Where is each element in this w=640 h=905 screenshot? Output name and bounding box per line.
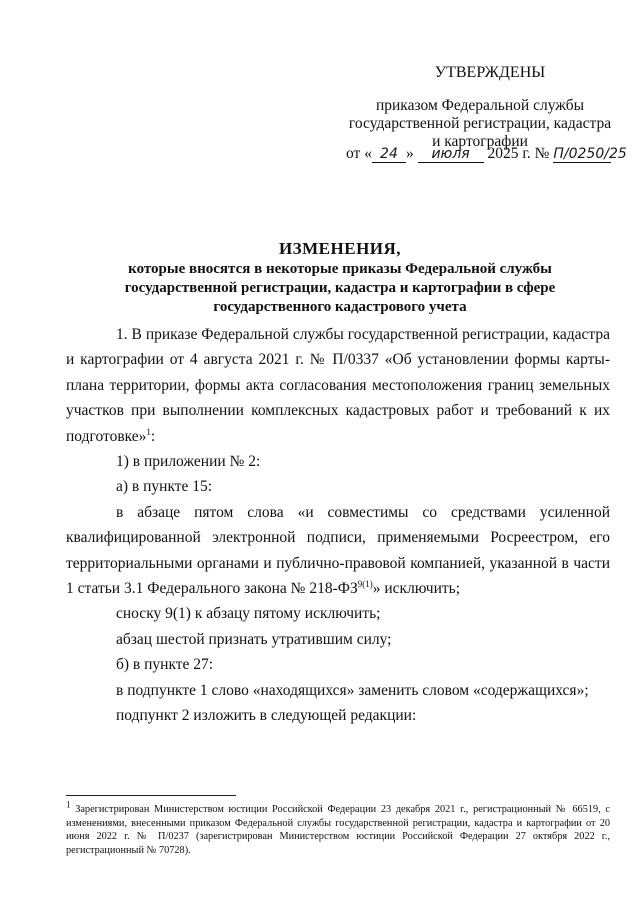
handwritten-day: 24 [372, 146, 406, 163]
handwritten-order-number: П/0250/25 [553, 146, 627, 162]
paragraph-2: 1) в приложении № 2: [116, 453, 261, 471]
paragraph-8: в подпункте 1 слово «находящихся» заменить словом «содержащихся»; [116, 681, 589, 699]
approval-block [340, 64, 620, 151]
paragraph-9: подпункт 2 изложить в следующей редакции: [116, 707, 417, 725]
paragraph-7: б) в пункте 27: [116, 656, 214, 674]
title-subtitle-3: государственного кадастрового учета [213, 299, 467, 315]
document-body [66, 322, 610, 729]
paragraph-1: 1. В приказе Федеральной службы государственной регистрации, кадастра и картографии от 4 августа 2021 г. № П/0337 «Об установлении формы карты-плана территории, формы акта согласования местоположения границ земельных участков при выполнении комплексных кадастровых работ и требований к их подготовке»$^1$: [66, 326, 610, 445]
paragraph-6: абзац шестой признать утратившим силу; [116, 630, 392, 648]
footnote: $^1$ Зарегистрирован Министерством юстиции Российской Федерации 23 декабря 2021 г., регистрационный № 66519, с изменениями, внесенными приказом Федеральной службы государственной регистрации, кадастра и картографии от 20 июня 2022 г. № П/0237 (зарегистрирован Министерством юстиции Российской Федерации 27 октября 2022 г., регистрационный № 70728). [66, 799, 610, 856]
document-title [60, 238, 620, 317]
title-main: ИЗМЕНЕНИЯ, [278, 239, 402, 258]
approval-heading: УТВЕРЖДЕНЫ [434, 64, 546, 81]
approval-line-3: и картографии [432, 133, 528, 150]
approval-line-1: приказом Федеральной службы [375, 97, 585, 114]
approval-date-line: от « 24 » июля 2025 г. № П/0250/25 [346, 145, 627, 162]
footnote-rule [66, 795, 236, 796]
paragraph-4: в абзаце пятом слова «и совместимы со средствами усиленной квалифицированной электронной подписи, применяемыми Росреестром, его территориальными органами и публично-правовой компанией, указанной в части 1 статьи 3.1 Федерального закона № $218-ФЗ^{9(1)}$» исключить; [66, 503, 610, 598]
handwritten-month: июля [418, 146, 484, 163]
paragraph-5: сноску 9(1) к абзацу пятому исключить; [116, 605, 381, 623]
title-subtitle-1: которые вносятся в некоторые приказы Федеральной службы [128, 261, 552, 277]
approval-line-2: государственной регистрации, кадастра [348, 115, 612, 132]
paragraph-3: а) в пункте 15: [116, 478, 213, 496]
title-subtitle-2: государственной регистрации, кадастра и картографии в сфере [124, 280, 556, 296]
